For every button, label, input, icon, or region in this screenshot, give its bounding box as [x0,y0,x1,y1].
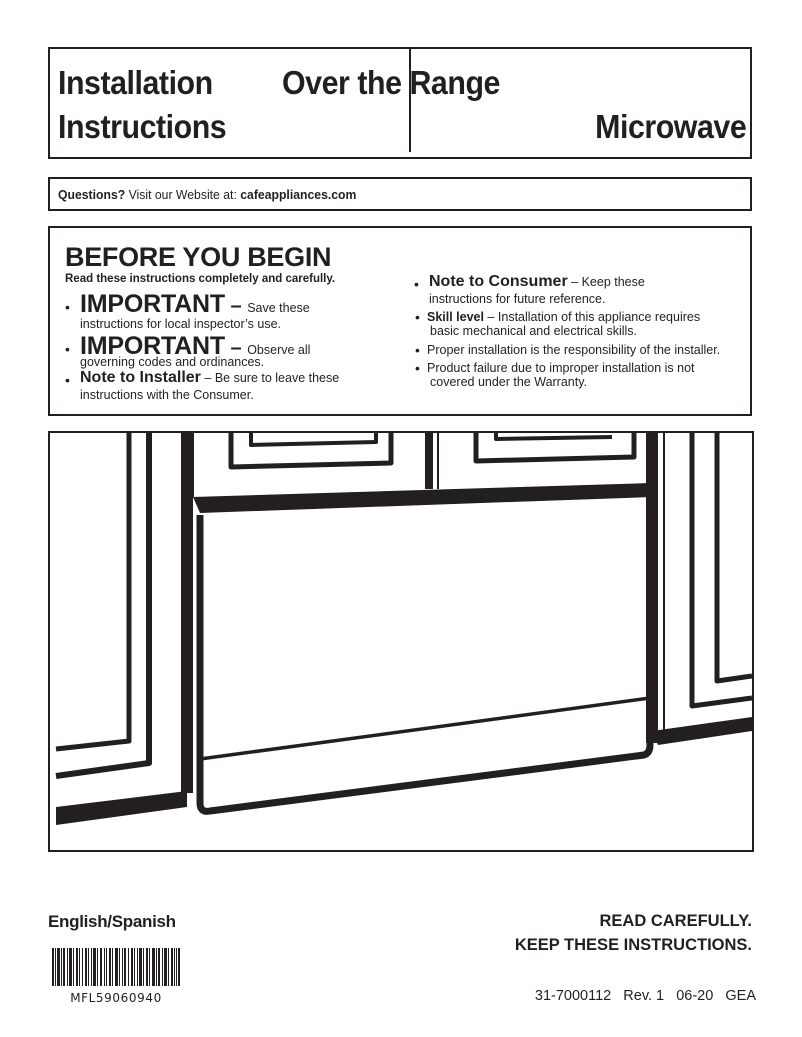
bullet-dot: • [415,342,420,358]
title-over-the-range: Over the Range [282,64,500,101]
bullet-skill-level: • Skill level – Installation of this appliance requires [415,309,701,325]
questions-bar [48,177,752,211]
bullet-product-failure: • Product failure due to improper installation is not [415,360,695,376]
bullet-dot: • [65,372,70,388]
bullet-note-installer: • Note to Installer – Be sure to leave these [65,369,340,388]
bullet-product-failure-cont: covered under the Warranty. [430,375,588,389]
before-you-begin-subtitle: Read these instructions completely and carefully. [65,273,336,285]
bullet-important-2-cont: governing codes and ordinances. [80,355,265,369]
bullet-dot: • [65,299,70,315]
bullet-dot: • [415,309,420,325]
keep-instructions-label: KEEP THESE INSTRUCTIONS. [514,936,752,954]
title-installation: Installation [58,64,213,101]
bullet-dot: • [414,276,419,292]
language-label: English/Spanish [48,912,176,931]
bullet-important-1-cont: instructions for local inspector’s use. [80,317,282,331]
bullet-skill-level-cont: basic mechanical and electrical skills. [430,324,638,338]
bullet-important-2: • IMPORTANT – Observe all [65,332,311,360]
bullet-note-consumer: • Note to Consumer – Keep these [414,273,645,292]
questions-label: Questions? [58,187,126,202]
part-number-info: 31-7000112 Rev. 1 06-20 GEA [534,988,756,1004]
read-carefully-label: READ CAREFULLY. [599,912,752,930]
bullet-proper-installation: • Proper installation is the responsibility of the installer. [415,342,721,358]
bullet-dot: • [65,341,70,357]
barcode [52,948,180,986]
barcode-icon [52,948,180,986]
bullet-important-1: • IMPORTANT – Save these [65,290,310,318]
bullet-note-installer-cont: instructions with the Consumer. [80,388,254,402]
questions-text: Visit our Website at: [125,187,241,202]
website-link[interactable]: cafeappliances.com [240,187,357,202]
title-instructions: Instructions [58,108,227,145]
title-microwave: Microwave [594,108,746,145]
bullet-note-consumer-cont: instructions for future reference. [429,292,606,306]
barcode-number: MFL59060940 [70,991,162,1005]
microwave-cabinet-drawing [50,433,752,850]
before-you-begin-title: BEFORE YOU BEGIN [65,242,332,272]
microwave-illustration [48,431,754,852]
bullet-dot: • [415,360,420,376]
